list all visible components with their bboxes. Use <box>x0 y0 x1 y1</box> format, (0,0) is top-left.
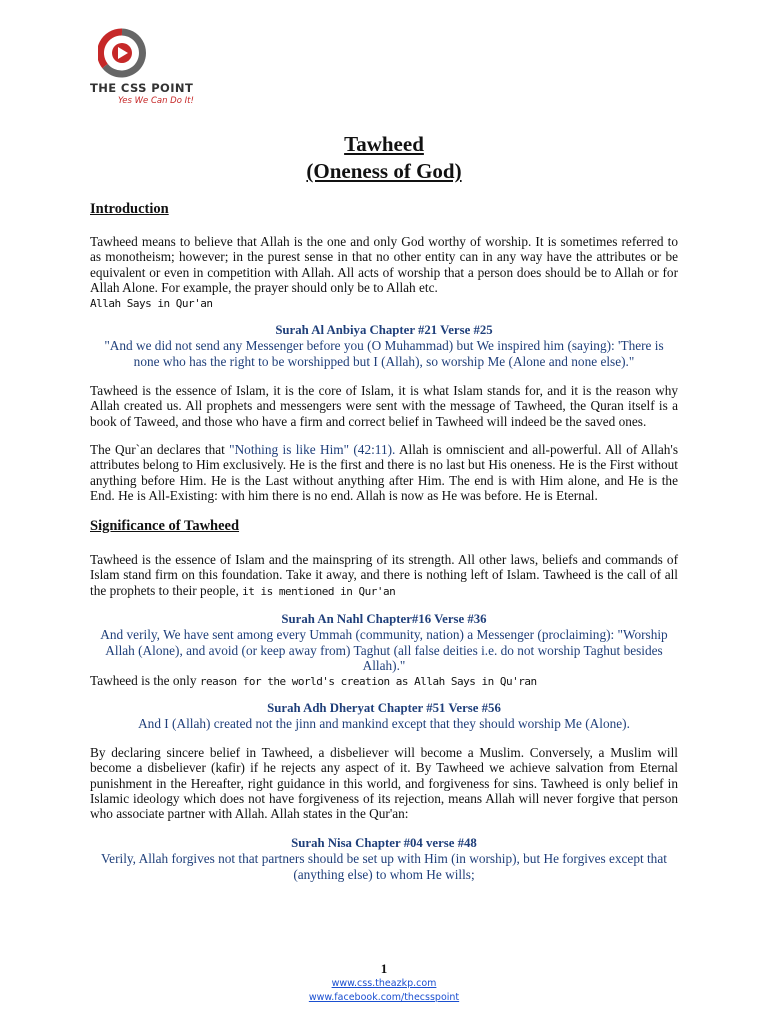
creation-lead: Tawheed is the only <box>90 673 200 688</box>
paragraph-creation <box>90 673 678 689</box>
paragraph-essence: Tawheed is the essence of Islam, it is the core of Islam, it is what Islam stands for, and it is the reason why Allah created us. All prophets and messengers were sent with the message of Tawheed, the Quran itself is a book of Taweed, and those who have a firm and correct belief in Tawheed will indeed be the saved ones. <box>90 383 678 429</box>
logo-name: THE CSS POINT <box>90 81 194 95</box>
significance-paragraph <box>90 552 678 599</box>
page-title: Tawheed <box>344 132 424 156</box>
significance-heading: Significance of Tawheed <box>90 518 240 534</box>
facebook-link[interactable]: www.facebook.com/thecsspoint <box>308 992 460 1003</box>
significance-tail: it is mentioned in Qur'an <box>242 584 396 598</box>
website-link[interactable]: www.css.theazkp.com <box>331 978 437 989</box>
verse-text-3: And I (Allah) created not the jinn and mankind except that they should worship Me (Alone). <box>138 716 630 731</box>
intro-paragraph <box>90 234 678 311</box>
intro-heading: Introduction <box>90 201 169 217</box>
significance-text: Tawheed is the essence of Islam and the mainspring of its strength. All other laws, beliefs and commands of Islam stand firm on this foundation. Take it away, and there is nothing left of Islam. Tawheed is the call of all the prophets to their people, <box>90 552 678 598</box>
declares-quote: "Nothing is like Him" (42:11). <box>229 442 396 457</box>
allah-says-line: Allah Says in Qur'an <box>90 297 213 311</box>
paragraph-declaring: By declaring sincere belief in Tawheed, a disbeliever will become a Muslim. Conversely, a Muslim will become a disbeliever (kafir) if he rejects any aspect of it. By Tawheed we achieve salvation from Eternal punishment in the Hereafter, right guidance in this world, and forgiveness for sins. Tawheed is only belief in Islamic ideology which does not have forgiveness of its rejection, means Allah will never forgive that person who associate partner with Allah. Allah states in the Qur'an: <box>90 745 678 822</box>
verse-reference-2: Surah An Nahl Chapter#16 Verse #36 <box>281 612 487 626</box>
verse-text-4: Verily, Allah forgives not that partners should be set up with Him (in worship), but He forgives except that (anything else) to whom He wills; <box>101 851 667 882</box>
page-subtitle: (Oneness of God) <box>306 159 462 183</box>
logo-tagline: Yes We Can Do It! <box>118 96 194 106</box>
creation-tail: reason for the world's creation as Allah Says in Qu'ran <box>199 675 537 688</box>
page-number: 1 <box>380 961 388 976</box>
declares-rest: Allah is omniscient and all-powerful. All of Allah's attributes belong to Him exclusively. He is the first and there is no last but His oneness. He is the First without anything before Him. He is the Last without anything after Him. The end is with Him alone, and He is the End. He is All-Existing: with him there is no end. Allah is now as He was before. He is Eternal. <box>90 442 678 503</box>
verse-reference-4: Surah Nisa Chapter #04 verse #48 <box>291 836 477 850</box>
declares-lead: The Qur`an declares that <box>90 442 230 457</box>
brand-logo <box>90 28 220 110</box>
verse-text-2: And verily, We have sent among every Ummah (community, nation) a Messenger (proclaiming): "Worship Allah (Alone), and avoid (or keep away from) Taghut (all false deities i.e. do not worship Taghut besides Allah)." <box>100 627 668 673</box>
logo-circle-icon <box>98 28 146 80</box>
verse-reference-3: Surah Adh Dheryat Chapter #51 Verse #56 <box>267 701 501 715</box>
paragraph-declares <box>90 442 678 503</box>
verse-reference-1: Surah Al Anbiya Chapter #21 Verse #25 <box>275 323 493 337</box>
intro-text: Tawheed means to believe that Allah is the one and only God worthy of worship. It is sometimes referred to as monotheism; however; in the purest sense in that no other entity can in any way have the attributes or be equivalent or even in competition with Allah. All acts of worship that a person does should be to Allah or for Allah Alone. For example, the prayer should only be to Allah etc. <box>90 234 678 295</box>
verse-text-1: "And we did not send any Messenger before you (O Muhammad) but We inspired him (saying): 'There is none who has the right to be worshipped but I (Allah), so worship Me (Alone and none else)." <box>104 338 664 369</box>
